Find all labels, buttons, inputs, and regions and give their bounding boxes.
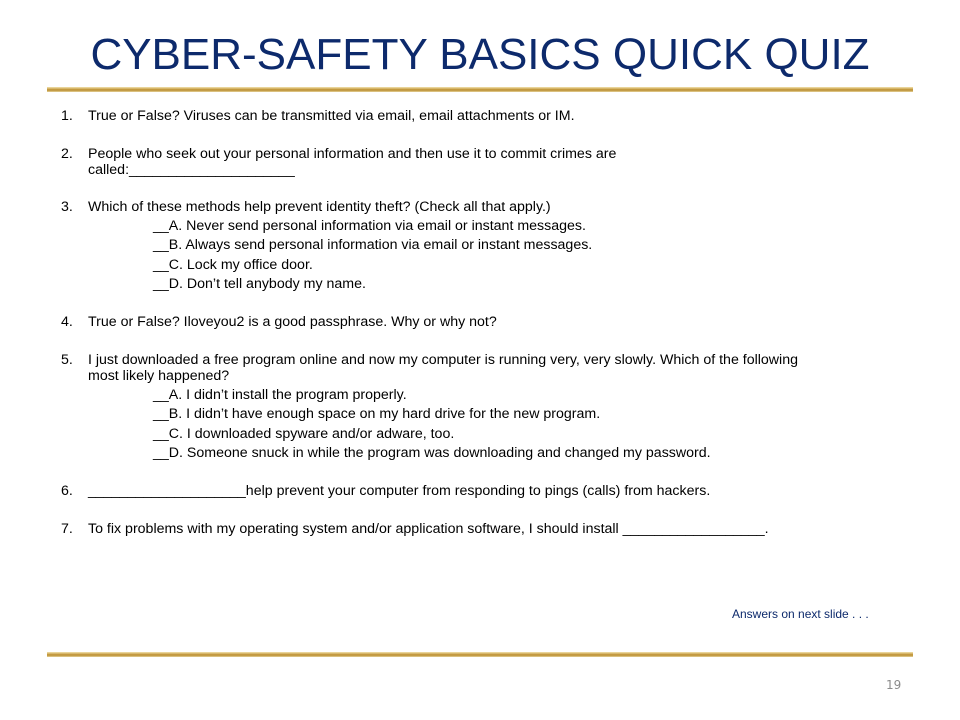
question-number: 7.	[61, 521, 73, 537]
answer-option-a: __A. Never send personal information via email or instant messages.	[153, 218, 586, 234]
question-text: True or False? Viruses can be transmitted via email, email attachments or IM.	[88, 108, 575, 124]
slide-title: CYBER-SAFETY BASICS QUICK QUIZ	[90, 30, 870, 79]
page-number: 19	[886, 678, 902, 692]
answer-option-a: __A. I didn’t install the program properly.	[153, 387, 407, 403]
question-number: 4.	[61, 314, 73, 330]
question-text-continued: most likely happened?	[88, 368, 230, 384]
question-text: People who seek out your personal information and then use it to commit crimes are	[88, 146, 617, 162]
question-text: Which of these methods help prevent identity theft? (Check all that apply.)	[88, 199, 551, 215]
title-divider	[47, 87, 913, 92]
question-text: True or False? Iloveyou2 is a good passphrase. Why or why not?	[88, 314, 497, 330]
question-text: ____________________help prevent your computer from responding to pings (calls) from hackers.	[88, 483, 711, 499]
question-text-continued: called:_____________________	[88, 162, 295, 178]
answer-option-c: __C. I downloaded spyware and/or adware, too.	[153, 426, 455, 442]
answer-option-d: __D. Don’t tell anybody my name.	[153, 276, 366, 292]
question-text: I just downloaded a free program online and now my computer is running very, very slowly. Which of the following	[88, 352, 798, 368]
answer-option-c: __C. Lock my office door.	[153, 257, 313, 273]
answers-next-slide-note: Answers on next slide . . .	[732, 607, 869, 621]
answer-option-b: __B. I didn’t have enough space on my hard drive for the new program.	[153, 406, 601, 422]
question-number: 1.	[61, 108, 73, 124]
answer-option-b: __B. Always send personal information via email or instant messages.	[153, 237, 593, 253]
question-number: 3.	[61, 199, 73, 215]
question-number: 5.	[61, 352, 73, 368]
question-text: To fix problems with my operating system and/or application software, I should install __________________.	[88, 521, 769, 537]
footer-divider	[47, 652, 913, 657]
answer-option-d: __D. Someone snuck in while the program was downloading and changed my password.	[153, 445, 711, 461]
question-number: 6.	[61, 483, 73, 499]
question-number: 2.	[61, 146, 73, 162]
